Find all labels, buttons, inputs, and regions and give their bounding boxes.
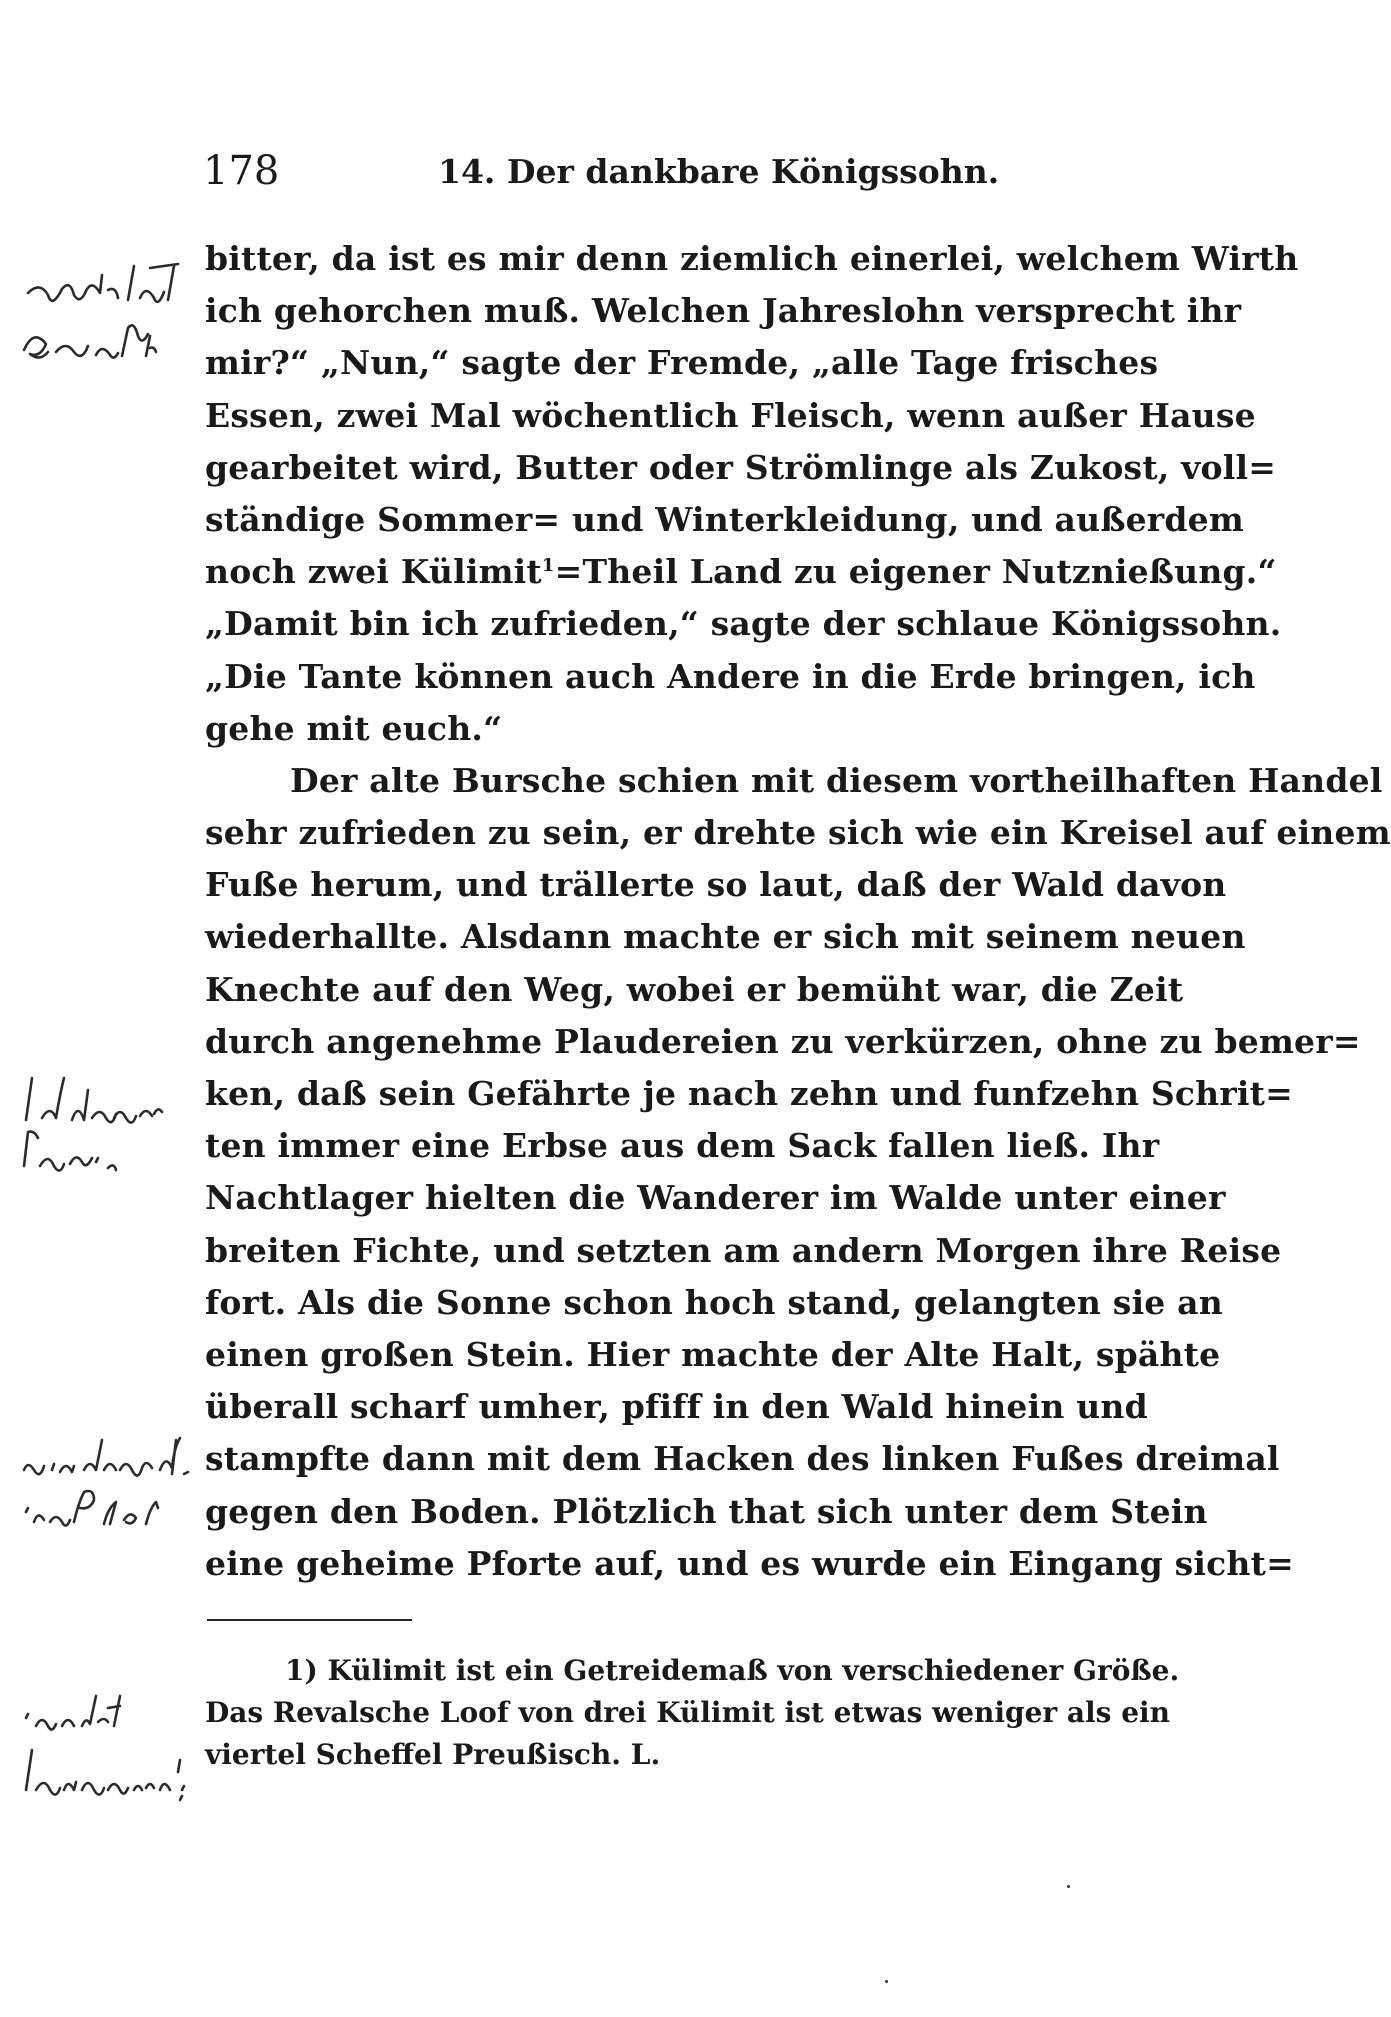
body-line: ich gehorchen muß. Welchen Jahreslohn versprecht ihr bbox=[205, 291, 1242, 331]
body-line: ständige Sommer= und Winterkleidung, und außerdem bbox=[205, 499, 1244, 539]
body-line: eine geheime Pforte auf, und es wurde ein Eingang sicht= bbox=[205, 1543, 1294, 1583]
body-line-part: noch zwei Külimit bbox=[205, 552, 542, 592]
footnote-line: viertel Scheffel Preußisch. L. bbox=[205, 1738, 661, 1771]
body-line-part: =Theil Land zu eigener Nutznießung.“ bbox=[554, 552, 1277, 592]
margin-note-1 bbox=[24, 264, 178, 358]
body-line: sehr zufrieden zu sein, er drehte sich wie ein Kreisel auf einem bbox=[205, 813, 1391, 853]
paper-speck bbox=[885, 1980, 888, 1983]
body-line: Fuße herum, und trällerte so laut, daß der Wald davon bbox=[205, 865, 1227, 905]
body-line: Essen, zwei Mal wöchentlich Fleisch, wenn außer Hause bbox=[205, 395, 1256, 435]
footnote-rule bbox=[207, 1619, 412, 1621]
footnote-line: 1) Külimit ist ein Getreidemaß von verschiedener Größe. bbox=[285, 1654, 1180, 1687]
margin-note-4 bbox=[26, 1696, 184, 1800]
body-line: mir?“ „Nun,“ sagte der Fremde, „alle Tage frisches bbox=[205, 343, 1159, 383]
body-line: „Damit bin ich zufrieden,“ sagte der schlaue Königssohn. bbox=[205, 604, 1282, 644]
body-line: fort. Als die Sonne schon hoch stand, gelangten sie an bbox=[205, 1282, 1223, 1322]
body-line: gegen den Boden. Plötzlich that sich unter dem Stein bbox=[205, 1491, 1208, 1531]
body-line: überall scharf umher, pfiff in den Wald hinein und bbox=[205, 1387, 1148, 1427]
body-line: bitter, da ist es mir denn ziemlich einerlei, welchem Wirth bbox=[205, 239, 1299, 278]
body-line: Knechte auf den Weg, wobei er bemüht war, die Zeit bbox=[205, 969, 1184, 1009]
page-number: 178 bbox=[203, 148, 280, 194]
margin-note-2 bbox=[24, 1078, 162, 1171]
body-line: gehe mit euch.“ bbox=[205, 708, 503, 748]
body-line: breiten Fichte, und setzten am andern Morgen ihre Reise bbox=[205, 1230, 1282, 1270]
body-line: gearbeitet wird, Butter oder Strömlinge als Zukost, voll= bbox=[205, 447, 1277, 487]
body-line: ken, daß sein Gefährte je nach zehn und funfzehn Schrit= bbox=[205, 1074, 1293, 1113]
margin-note-3 bbox=[24, 1438, 188, 1526]
paper-speck bbox=[1067, 1885, 1070, 1888]
body-line: einen großen Stein. Hier machte der Alte Halt, spähte bbox=[205, 1334, 1221, 1374]
footnote-line: Das Revalsche Loof von drei Külimit ist etwas weniger als ein bbox=[205, 1696, 1171, 1729]
footnotes bbox=[205, 1650, 1180, 1776]
body-line: ten immer eine Erbse aus dem Sack fallen ließ. Ihr bbox=[205, 1126, 1160, 1166]
body-line-with-footnote bbox=[205, 546, 1277, 598]
body-line: wiederhallte. Alsdann machte er sich mit seinem neuen bbox=[205, 917, 1246, 957]
body-line: Nachtlager hielten die Wanderer im Walde unter einer bbox=[205, 1178, 1226, 1218]
running-head bbox=[203, 148, 1133, 198]
paragraph-start: Der alte Bursche schien mit diesem vortheilhaften Handel bbox=[290, 760, 1383, 800]
body-line: durch angenehme Plaudereien zu verkürzen, ohne zu bemer= bbox=[205, 1021, 1361, 1061]
footnote-ref: 1 bbox=[541, 555, 555, 577]
body-line: „Die Tante können auch Andere in die Erde bringen, ich bbox=[205, 656, 1256, 696]
body-line: stampfte dann mit dem Hacken des linken Fußes dreimal bbox=[205, 1439, 1280, 1479]
body-text bbox=[205, 233, 1391, 1590]
chapter-title: 14. Der dankbare Königssohn. bbox=[438, 152, 1000, 191]
